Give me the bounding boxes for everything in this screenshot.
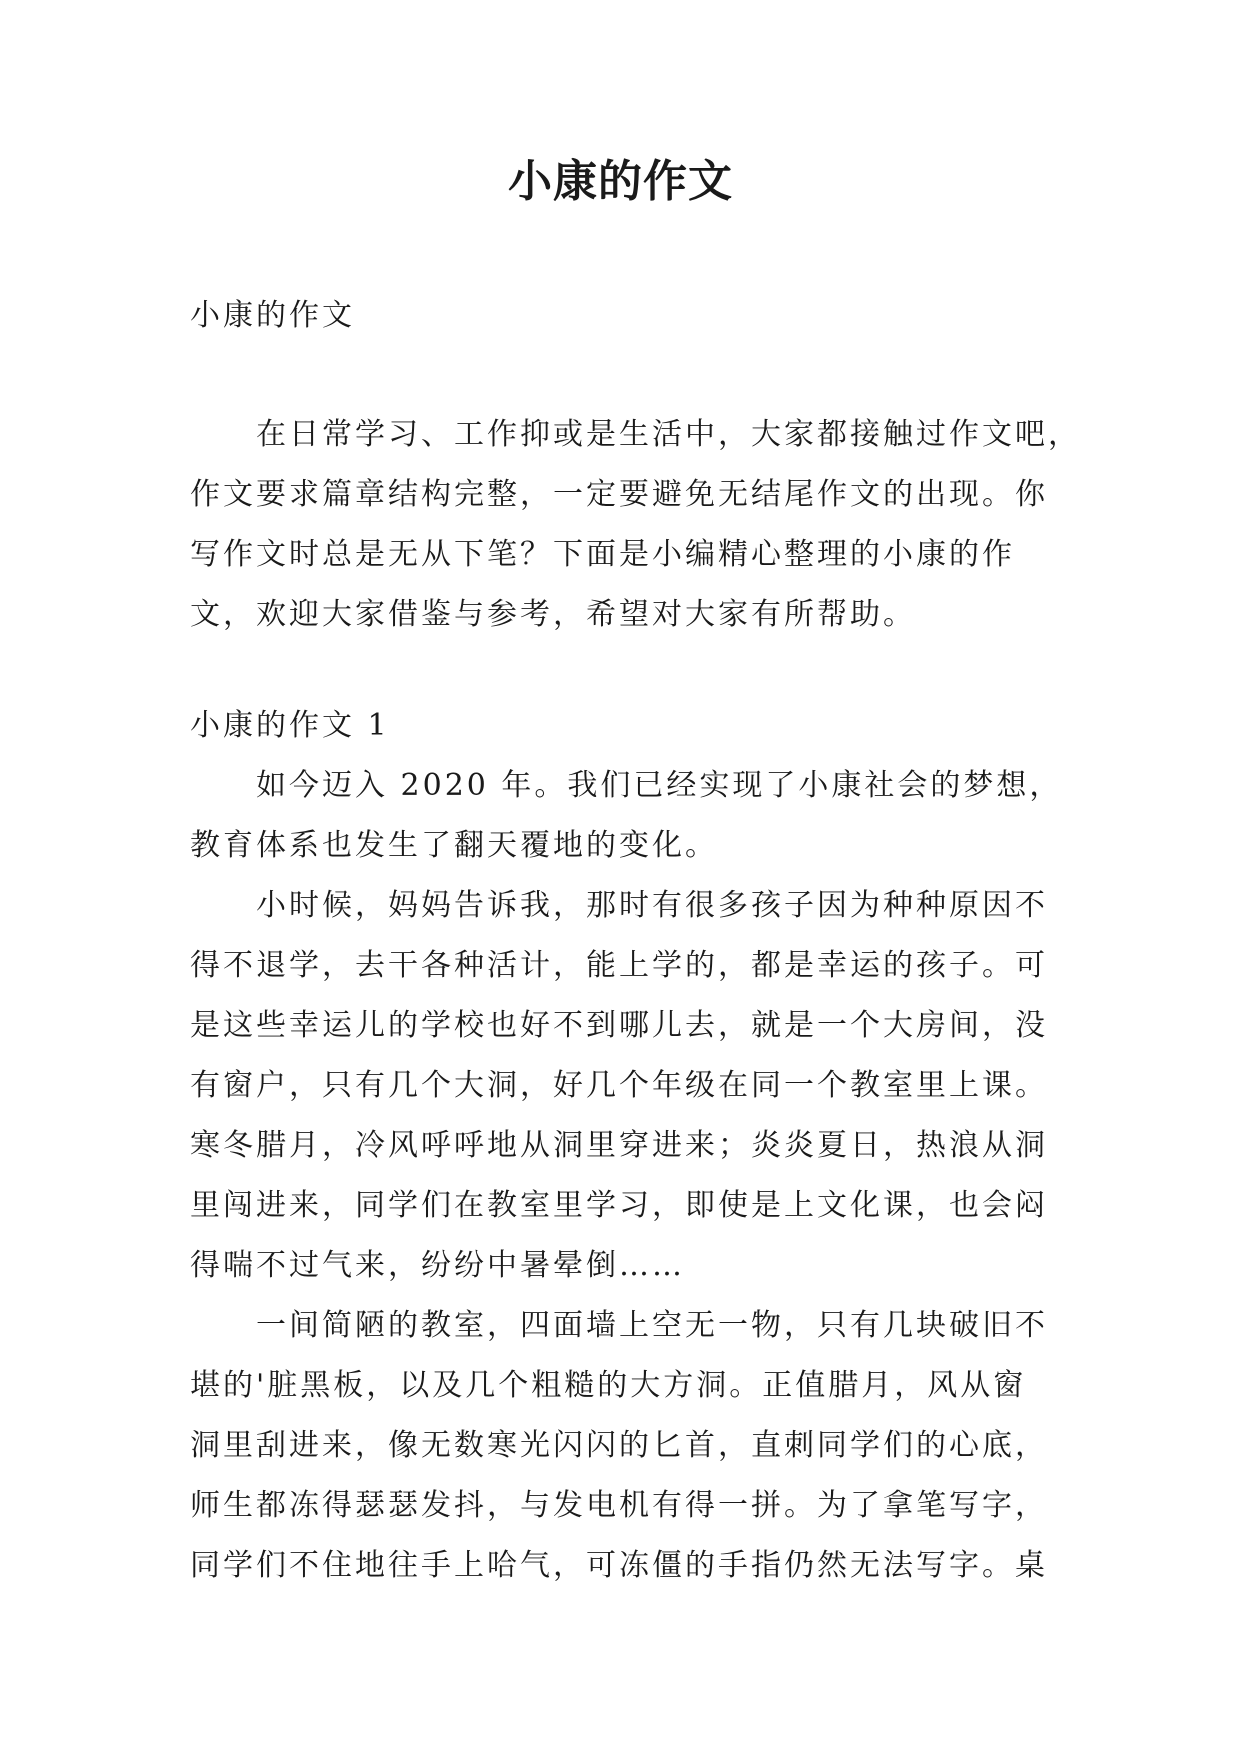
intro-line: 写作文时总是无从下笔？下面是小编精心整理的小康的作 (190, 537, 1015, 572)
intro-line: 文，欢迎大家借鉴与参考，希望对大家有所帮助。 (190, 597, 916, 632)
body-line: 里闯进来，同学们在教室里学习，即使是上文化课，也会闷 (190, 1188, 1048, 1223)
document-subtitle-block (190, 286, 1050, 346)
body-line: 同学们不住地往手上哈气，可冻僵的手指仍然无法写字。桌 (190, 1548, 1048, 1583)
essay-body (190, 756, 1063, 1596)
body-line: 如今迈入 2020 年。我们已经实现了小康社会的梦想， (190, 768, 1063, 803)
body-line: 有窗户，只有几个大洞，好几个年级在同一个教室里上课。 (190, 1068, 1048, 1103)
body-line: 一间简陋的教室，四面墙上空无一物，只有几块破旧不 (190, 1308, 1048, 1343)
intro-line: 在日常学习、工作抑或是生活中，大家都接触过作文吧， (190, 417, 1081, 452)
body-line: 得不退学，去干各种活计，能上学的，都是幸运的孩子。可 (190, 948, 1048, 983)
body-line: 寒冬腊月，冷风呼呼地从洞里穿进来；炎炎夏日，热浪从洞 (190, 1128, 1048, 1163)
body-line: 洞里刮进来，像无数寒光闪闪的匕首，直刺同学们的心底， (190, 1428, 1048, 1463)
body-line: 得喘不过气来，纷纷中暑晕倒…… (190, 1248, 685, 1283)
body-line: 师生都冻得瑟瑟发抖，与发电机有得一拼。为了拿笔写字， (190, 1488, 1048, 1523)
body-line: 堪的'脏黑板，以及几个粗糙的大方洞。正值腊月，风从窗 (190, 1368, 1027, 1403)
body-line: 小时候，妈妈告诉我，那时有很多孩子因为种种原因不 (190, 888, 1048, 923)
document-title: 小康的作文 (508, 156, 733, 207)
body-line: 是这些幸运儿的学校也好不到哪儿去，就是一个大房间，没 (190, 1008, 1048, 1043)
document-subtitle: 小康的作文 (190, 298, 355, 333)
section-heading: 小康的作文 1 (190, 708, 390, 743)
intro-paragraph (190, 405, 1081, 645)
section-heading-block (190, 696, 1050, 756)
body-line: 教育体系也发生了翻天覆地的变化。 (190, 828, 718, 863)
intro-line: 作文要求篇章结构完整，一定要避免无结尾作文的出现。你 (190, 477, 1048, 512)
